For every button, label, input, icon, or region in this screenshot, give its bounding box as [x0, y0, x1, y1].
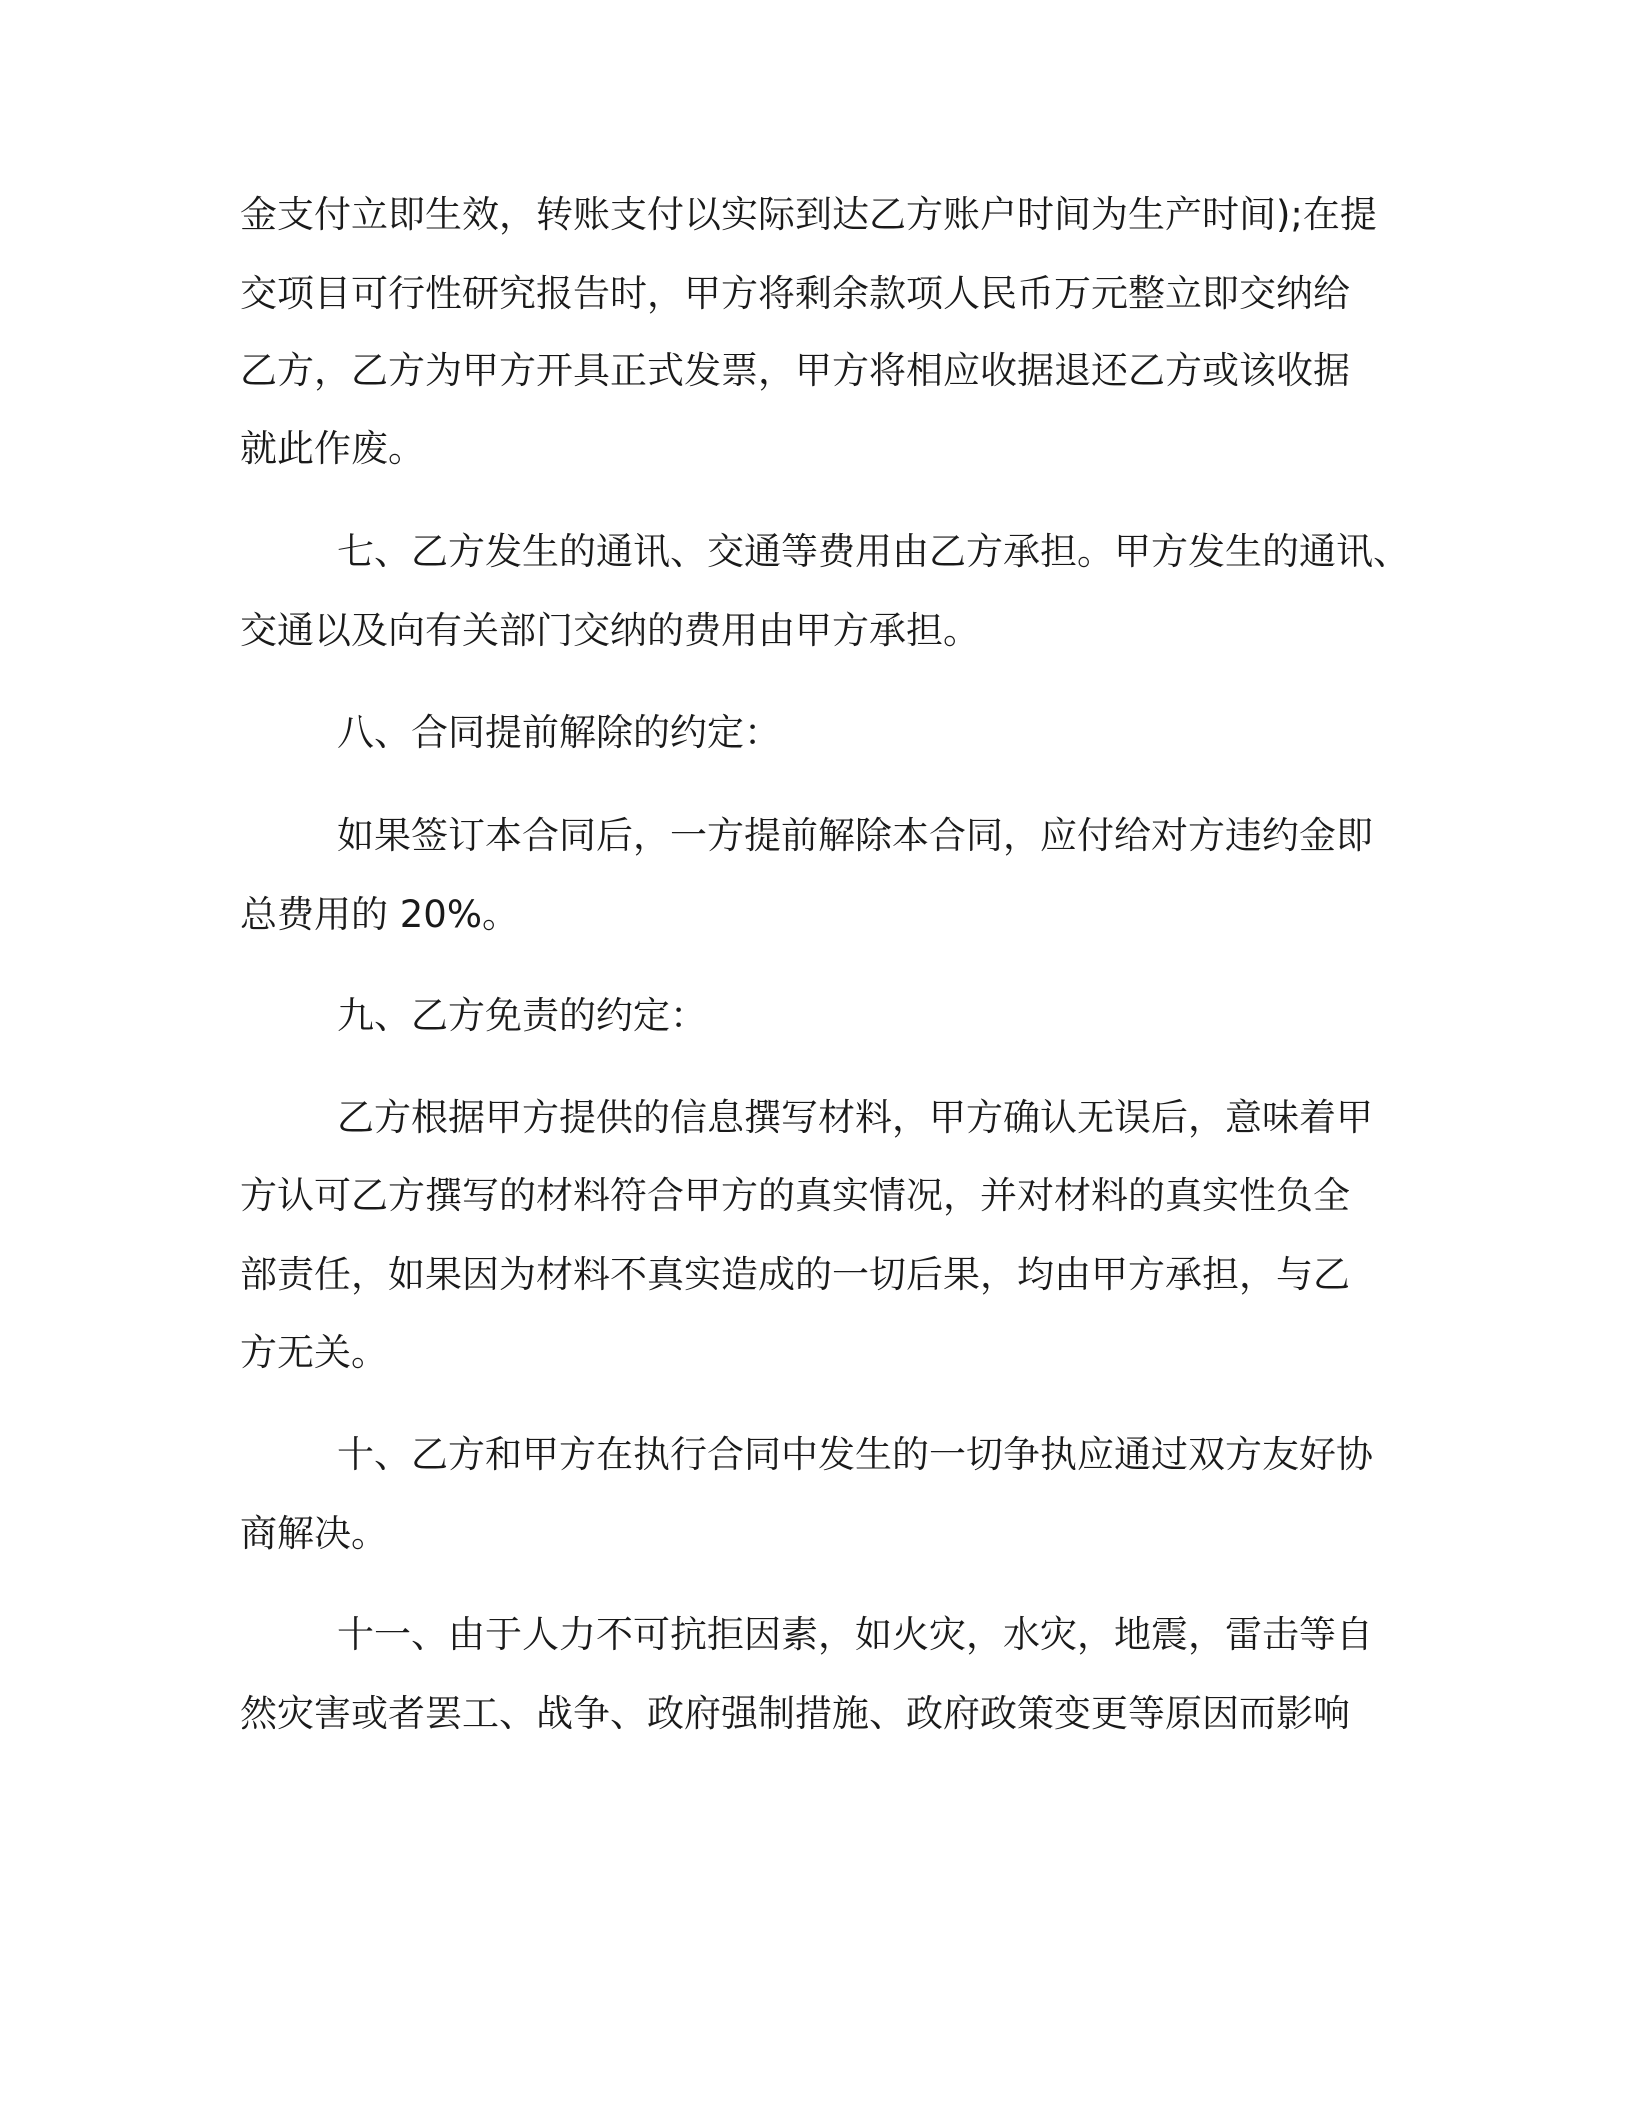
paragraph-8-line-1: 如果签订本合同后，一方提前解除本合同，应付给对方违约金即	[337, 814, 1373, 857]
paragraph-7-line-2: 交通以及向有关部门交纳的费用由甲方承担。	[240, 609, 980, 652]
paragraph-6-line-3: 乙方，乙方为甲方开具正式发票，甲方将相应收据退还乙方或该收据	[240, 349, 1350, 392]
paragraph-6-line-2: 交项目可行性研究报告时，甲方将剩余款项人民币万元整立即交纳给	[240, 272, 1350, 315]
paragraph-11-line-1: 十一、由于人力不可抗拒因素，如火灾，水灾，地震，雷击等自	[337, 1613, 1373, 1656]
section-9-heading: 九、乙方免责的约定：	[337, 994, 707, 1037]
paragraph-10-line-2: 商解决。	[240, 1512, 388, 1555]
paragraph-9-line-3: 部责任，如果因为材料不真实造成的一切后果，均由甲方承担，与乙	[240, 1253, 1350, 1296]
paragraph-9-line-2: 方认可乙方撰写的材料符合甲方的真实情况，并对材料的真实性负全	[240, 1174, 1350, 1217]
paragraph-6-line-1: 金支付立即生效，转账支付以实际到达乙方账户时间为生产时间);在提	[240, 193, 1377, 236]
paragraph-9-line-1: 乙方根据甲方提供的信息撰写材料，甲方确认无误后，意味着甲	[337, 1096, 1373, 1139]
paragraph-6-line-4: 就此作废。	[240, 427, 425, 470]
paragraph-11-line-2: 然灾害或者罢工、战争、政府强制措施、政府政策变更等原因而影响	[240, 1692, 1350, 1735]
paragraph-9-line-4: 方无关。	[240, 1331, 388, 1374]
paragraph-10-line-1: 十、乙方和甲方在执行合同中发生的一切争执应通过双方友好协	[337, 1433, 1373, 1476]
section-8-heading: 八、合同提前解除的约定：	[337, 711, 781, 754]
paragraph-7-line-1: 七、乙方发生的通讯、交通等费用由乙方承担。甲方发生的通讯、	[337, 530, 1410, 573]
paragraph-8-line-2: 总费用的 20%。	[240, 893, 519, 936]
